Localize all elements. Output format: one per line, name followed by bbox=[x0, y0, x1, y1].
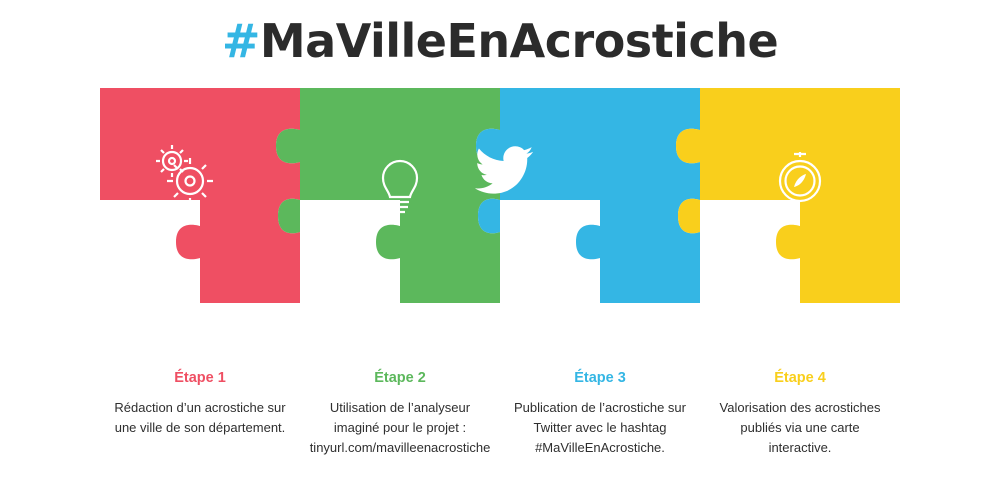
puzzle-piece-2[interactable] bbox=[276, 88, 500, 303]
puzzle-piece-4[interactable] bbox=[676, 88, 900, 303]
caption-step-1 bbox=[100, 370, 300, 458]
caption-step-4 bbox=[700, 370, 900, 458]
step-label-1: Étape 1 bbox=[174, 370, 226, 386]
page-title bbox=[0, 14, 1000, 68]
step-description-4: Valorisation des acrostiches publiés via une carte interactive. bbox=[719, 400, 881, 456]
step-label-4: Étape 4 bbox=[774, 370, 826, 386]
puzzle-piece-1[interactable] bbox=[100, 88, 300, 303]
step-description-2: Utilisation de l’analyseur imaginé pour le projet : tinyurl.com/mavilleenacrostiche bbox=[309, 400, 491, 456]
puzzle-diagram bbox=[100, 88, 900, 303]
hashtag-symbol: # bbox=[221, 14, 260, 68]
captions-row bbox=[100, 370, 900, 458]
caption-step-3 bbox=[500, 370, 700, 458]
step-description-1: Rédaction d’un acrostiche sur une ville de son département. bbox=[114, 400, 286, 436]
step-description-3: Publication de l’acrostiche sur Twitter avec le hashtag #MaVilleEnAcrostiche. bbox=[514, 400, 686, 456]
page-title-text: MaVilleEnAcrostiche bbox=[259, 14, 779, 68]
step-label-3: Étape 3 bbox=[574, 370, 626, 386]
step-label-2: Étape 2 bbox=[374, 370, 426, 386]
puzzle-piece-3[interactable] bbox=[476, 88, 700, 303]
caption-step-2 bbox=[300, 370, 500, 458]
